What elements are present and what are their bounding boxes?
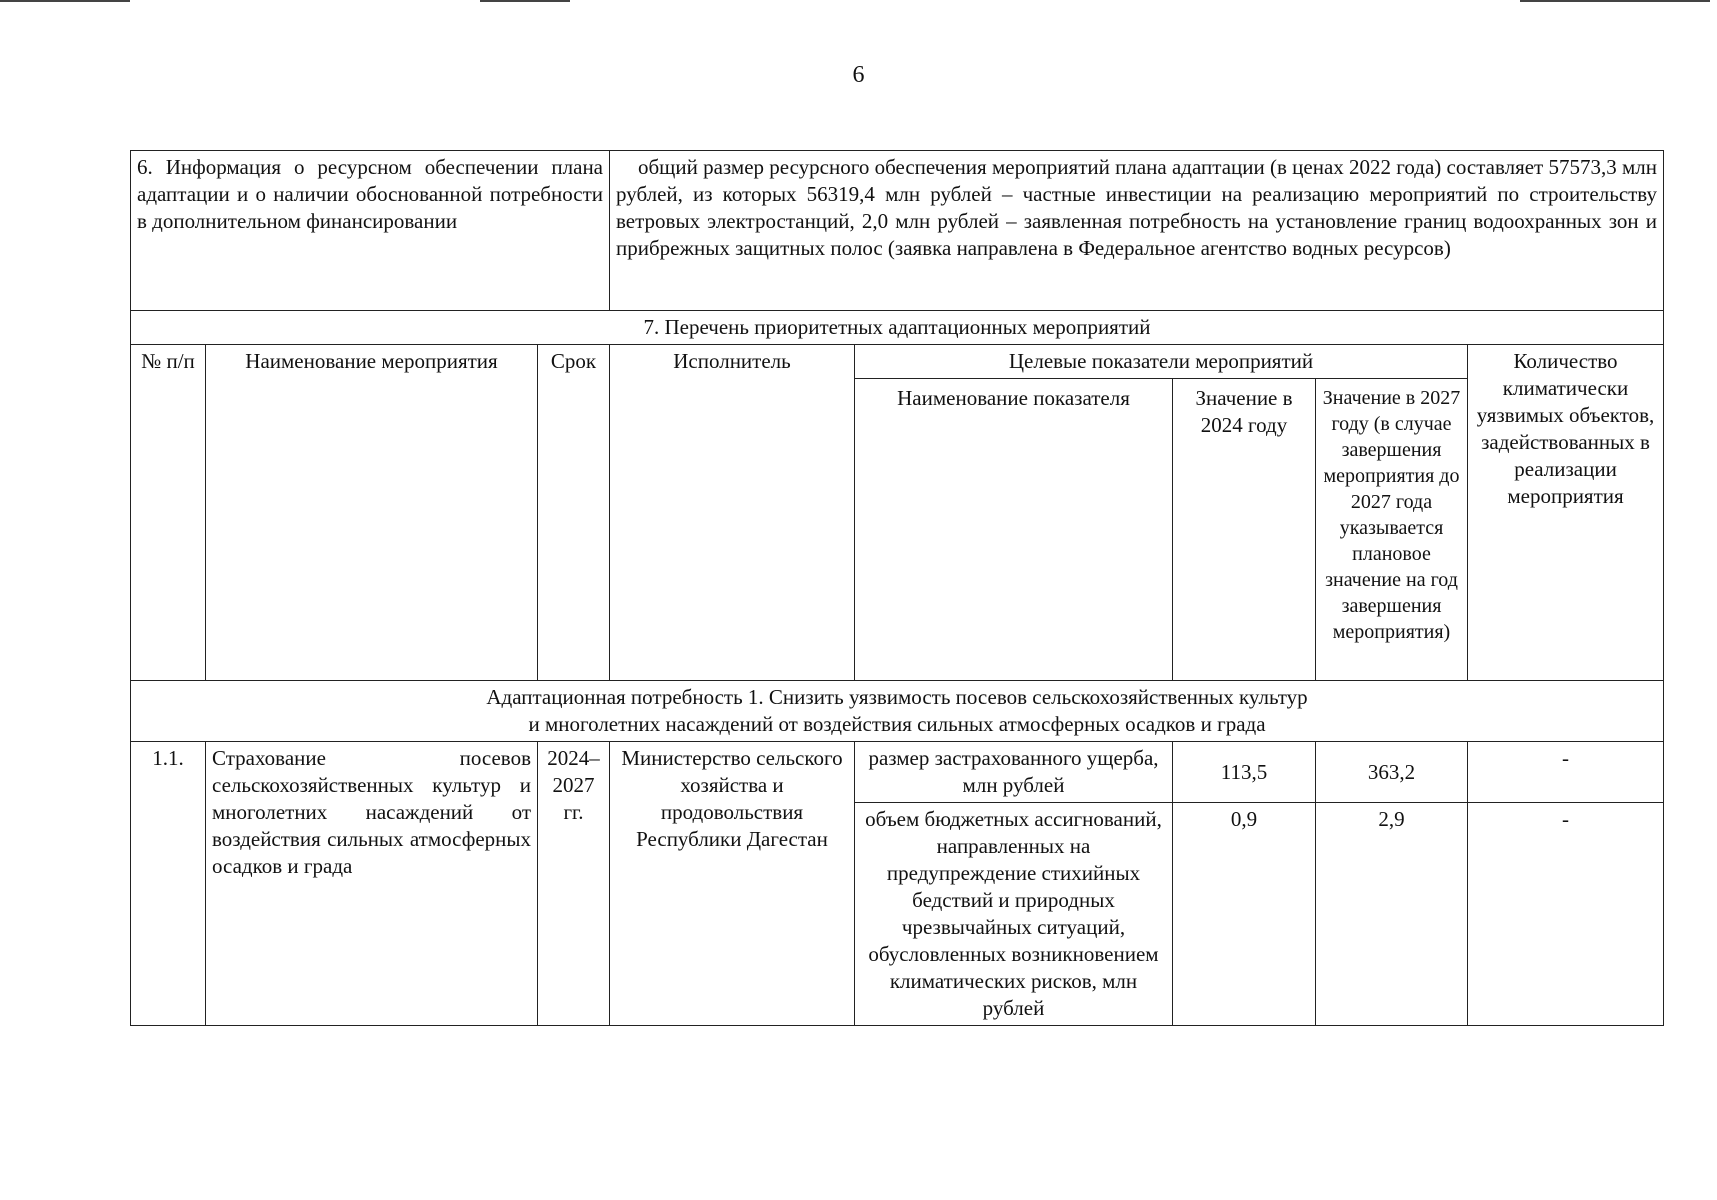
need1-line2: и многолетних насаждений от воздействия сильных атмосферных осадков и града <box>528 712 1266 736</box>
header-count: Количество климатически уязвимых объектов, задействованных в реализации мероприятия <box>1468 345 1664 681</box>
row-name: Страхование посевов сельскохозяйственных культур и многолетних насаждений от воздействия сильных атмосферных осадков и града <box>206 742 538 1026</box>
section7-title: 7. Перечень приоритетных адаптационных мероприятий <box>131 311 1664 345</box>
scan-edge-right <box>1520 0 1710 2</box>
indicator-value-2024: 0,9 <box>1173 803 1316 1026</box>
need1-title <box>131 681 1664 742</box>
need1-row <box>131 681 1664 742</box>
row-num: 1.1. <box>131 742 206 1026</box>
table-row <box>131 742 1664 803</box>
need1-line1: Адаптационная потребность 1. Снизить уязвимость посевов сельскохозяйственных культур <box>486 685 1308 709</box>
header-term: Срок <box>538 345 610 681</box>
resource-text: общий размер ресурсного обеспечения мероприятий плана адаптации (в ценах 2022 года) составляет 57573,3 млн рублей, из которых 56319,4 млн рублей – частные инвестиции на реализацию мероприятий по строительству ветровых электростанций, 2,0 млн рублей – заявленная потребность на установление границ водоохранных зон и прибрежных защитных полос (заявка направлена в Федеральное агентство водных ресурсов) <box>610 151 1664 311</box>
header-value-2027: Значение в 2027 году (в случае завершения мероприятия до 2027 года указывается плановое значение на год завершения мероприятия) <box>1316 379 1468 681</box>
header-num: № п/п <box>131 345 206 681</box>
scan-edge-mid <box>480 0 570 2</box>
section7-title-row <box>131 311 1664 345</box>
header-row-1 <box>131 345 1664 379</box>
resource-row <box>131 151 1664 311</box>
row-executor: Министерство сельского хозяйства и продовольствия Республики Дагестан <box>610 742 855 1026</box>
scan-edge-left <box>0 0 130 2</box>
row-term: 2024–2027 гг. <box>538 742 610 1026</box>
adaptation-plan-table <box>130 150 1664 1026</box>
header-targets: Целевые показатели мероприятий <box>855 345 1468 379</box>
indicator-value-2027: 2,9 <box>1316 803 1468 1026</box>
page-number: 6 <box>852 62 865 88</box>
header-executor: Исполнитель <box>610 345 855 681</box>
indicator-name: объем бюджетных ассигнований, направленных на предупреждение стихийных бедствий и природных чрезвычайных ситуаций, обусловленных возникновением климатических рисков, млн рублей <box>855 803 1173 1026</box>
indicator-count: - <box>1468 803 1664 1026</box>
header-value-2024: Значение в 2024 году <box>1173 379 1316 681</box>
header-name: Наименование мероприятия <box>206 345 538 681</box>
indicator-value-2024: 113,5 <box>1173 742 1316 803</box>
indicator-count: - <box>1468 742 1664 803</box>
resource-label: 6. Информация о ресурсном обеспечении плана адаптации и о наличии обоснованной потребности в дополнительном финансировании <box>131 151 610 311</box>
header-indicator-name: Наименование показателя <box>855 379 1173 681</box>
indicator-name: размер застрахованного ущерба, млн рублей <box>855 742 1173 803</box>
indicator-value-2027: 363,2 <box>1316 742 1468 803</box>
